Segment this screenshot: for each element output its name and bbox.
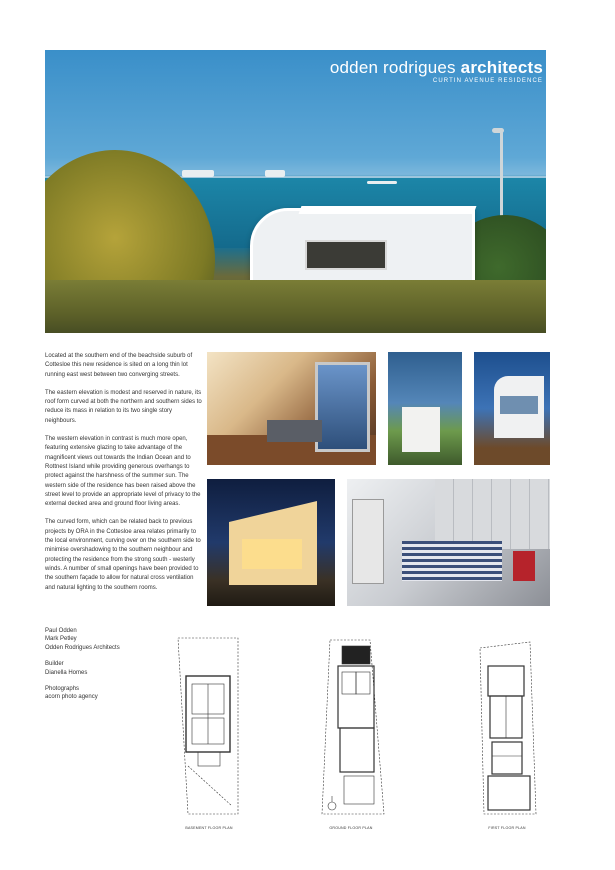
ship-3 bbox=[367, 181, 397, 184]
brand-name-light: odden rodrigues bbox=[329, 58, 456, 77]
credits-architects bbox=[45, 627, 165, 652]
credit-line: Dianella Homes bbox=[45, 669, 88, 676]
interior-living-photo bbox=[207, 352, 376, 465]
description-paragraph: The curved form, which can be related back to previous projects by ORA in the Cottesloe area relates primarily to the local environment, curving over on the southern side to minimise overshadowing to the southern neighbour and protecting the residence from the strong south - westerly winds. A number of small openings have been provided to the southern façade to allow for natural cross ventilation and natural lighting to the southern rooms. bbox=[45, 519, 201, 591]
credit-heading: Builder bbox=[45, 661, 64, 668]
night-exterior-photo bbox=[207, 479, 335, 606]
foreground-bush-bottom bbox=[45, 280, 546, 333]
residence-roof-edge bbox=[299, 206, 477, 214]
project-title: CURTIN AVENUE RESIDENCE bbox=[432, 78, 543, 84]
credits-photographs bbox=[45, 685, 165, 702]
credits-builder bbox=[45, 660, 165, 677]
eastern-elevation-photo bbox=[388, 352, 462, 465]
credit-line: acorn photo agency bbox=[45, 694, 98, 701]
brand-name-bold: architects bbox=[460, 58, 543, 77]
credits bbox=[45, 627, 165, 710]
building-facade bbox=[402, 407, 440, 452]
project-description bbox=[45, 352, 205, 602]
glazing bbox=[500, 396, 538, 414]
credit-heading: Photographs bbox=[45, 686, 80, 693]
first-floor-plan bbox=[474, 636, 540, 822]
ship-1 bbox=[182, 170, 214, 177]
description-paragraph: The western elevation in contrast is much more open, featuring extensive glazing to take advantage of the magnificent views out towards the Indian Ocean and to Rottnest Island while providing generous overhangs to protect against the harshness of the summer sun. The western side of the residence has been raised above the street level to provide an appropriate level of privacy to the external decked area and ground floor living areas. bbox=[45, 436, 201, 508]
interior-glow bbox=[242, 539, 302, 569]
credit-line: Paul Odden bbox=[45, 628, 77, 634]
red-chair bbox=[513, 551, 535, 581]
sofa bbox=[267, 420, 322, 442]
credit-line: Mark Petley bbox=[45, 636, 77, 643]
window-blinds bbox=[435, 479, 550, 549]
brand-name bbox=[330, 58, 543, 78]
bedroom-photo bbox=[347, 479, 550, 606]
ground-plan-label: GROUND FLOOR PLAN bbox=[329, 826, 373, 830]
basement-floor-plan bbox=[176, 636, 242, 822]
glazed-door bbox=[315, 362, 370, 452]
ship-2 bbox=[265, 170, 285, 177]
first-plan-label: FIRST FLOOR PLAN bbox=[488, 826, 526, 830]
basement-plan-label: BASEMENT FLOOR PLAN bbox=[185, 826, 233, 830]
description-paragraph: The eastern elevation is modest and reserved in nature, its roof form curved at both the northern and southern sides to reduce its mass in relation to its two single story neighbours. bbox=[45, 389, 202, 424]
hero-photo bbox=[45, 50, 546, 333]
bed bbox=[402, 541, 502, 581]
description-paragraph: Located at the southern end of the beachside suburb of Cottesloe this new residence is sited on a long thin lot running east west between two converging streets. bbox=[45, 353, 193, 378]
credit-line: Odden Rodrigues Architects bbox=[45, 644, 120, 651]
western-elevation-photo bbox=[474, 352, 550, 465]
ground-floor-plan bbox=[316, 636, 386, 822]
brand-block bbox=[330, 58, 543, 84]
bookshelf bbox=[352, 499, 384, 584]
residence-window bbox=[305, 240, 387, 270]
